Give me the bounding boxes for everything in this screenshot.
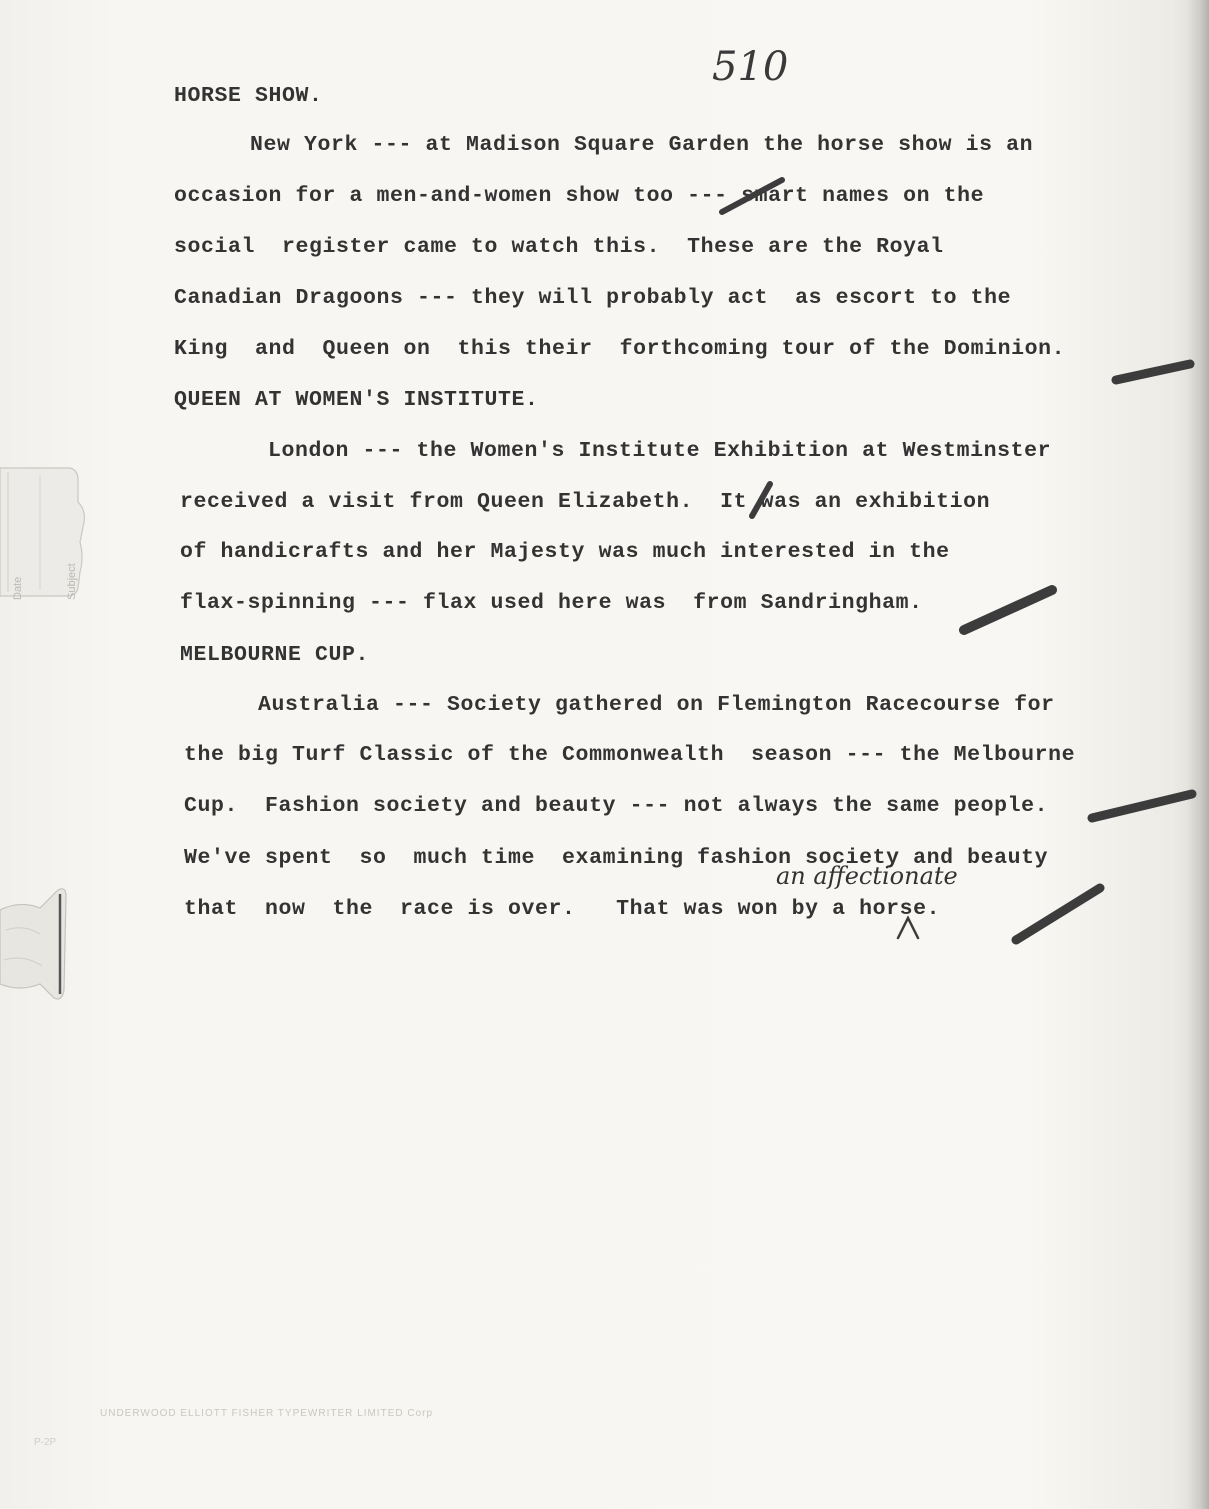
slash-mark bbox=[722, 180, 782, 212]
heading-queen-at-womens-institute: QUEEN AT WOMEN'S INSTITUTE. bbox=[174, 388, 539, 412]
handwritten-insertion: an affectionate bbox=[776, 862, 958, 890]
text-line: Cup. Fashion society and beauty --- not always the same people. bbox=[184, 794, 1049, 818]
dash-mark bbox=[1092, 794, 1192, 818]
footer-code: P-2P bbox=[34, 1437, 57, 1448]
tab-label-date: Date bbox=[12, 576, 24, 600]
text-line: social register came to watch this. These are the Royal bbox=[174, 235, 944, 259]
caret-mark bbox=[898, 918, 918, 938]
text-line: received a visit from Queen Elizabeth. It was an exhibition bbox=[180, 490, 991, 514]
text-line: of handicrafts and her Majesty was much interested in the bbox=[180, 540, 950, 564]
text-line: London --- the Women's Institute Exhibition at Westminster bbox=[268, 439, 1052, 463]
heading-horse-show: HORSE SHOW. bbox=[174, 84, 323, 108]
text-line: We've spent so much time examining fashion society and beauty bbox=[184, 846, 1049, 870]
text-line: New York --- at Madison Square Garden the horse show is an bbox=[250, 133, 1034, 157]
tab-label-subject: Subject bbox=[66, 563, 78, 600]
footer-imprint: UNDERWOOD ELLIOTT FISHER TYPEWRITER LIMITED Corp bbox=[100, 1408, 434, 1419]
heading-melbourne-cup: MELBOURNE CUP. bbox=[180, 643, 370, 667]
dash-mark bbox=[1016, 888, 1100, 940]
text-line: Canadian Dragoons --- they will probably act as escort to the bbox=[174, 286, 1012, 310]
text-line: King and Queen on this their forthcoming tour of the Dominion. bbox=[174, 337, 1066, 361]
page-number: 510 bbox=[712, 44, 789, 90]
text-line: flax-spinning --- flax used here was from Sandringham. bbox=[180, 591, 923, 615]
text-line: the big Turf Classic of the Commonwealth season --- the Melbourne bbox=[184, 743, 1076, 767]
dash-mark bbox=[964, 590, 1052, 630]
text-line: Australia --- Society gathered on Flemington Racecourse for bbox=[258, 693, 1055, 717]
dash-mark bbox=[1116, 364, 1190, 380]
text-line: that now the race is over. That was won by a horse. bbox=[184, 897, 941, 921]
slash-mark bbox=[752, 484, 770, 516]
text-line: occasion for a men-and-women show too --- smart names on the bbox=[174, 184, 985, 208]
